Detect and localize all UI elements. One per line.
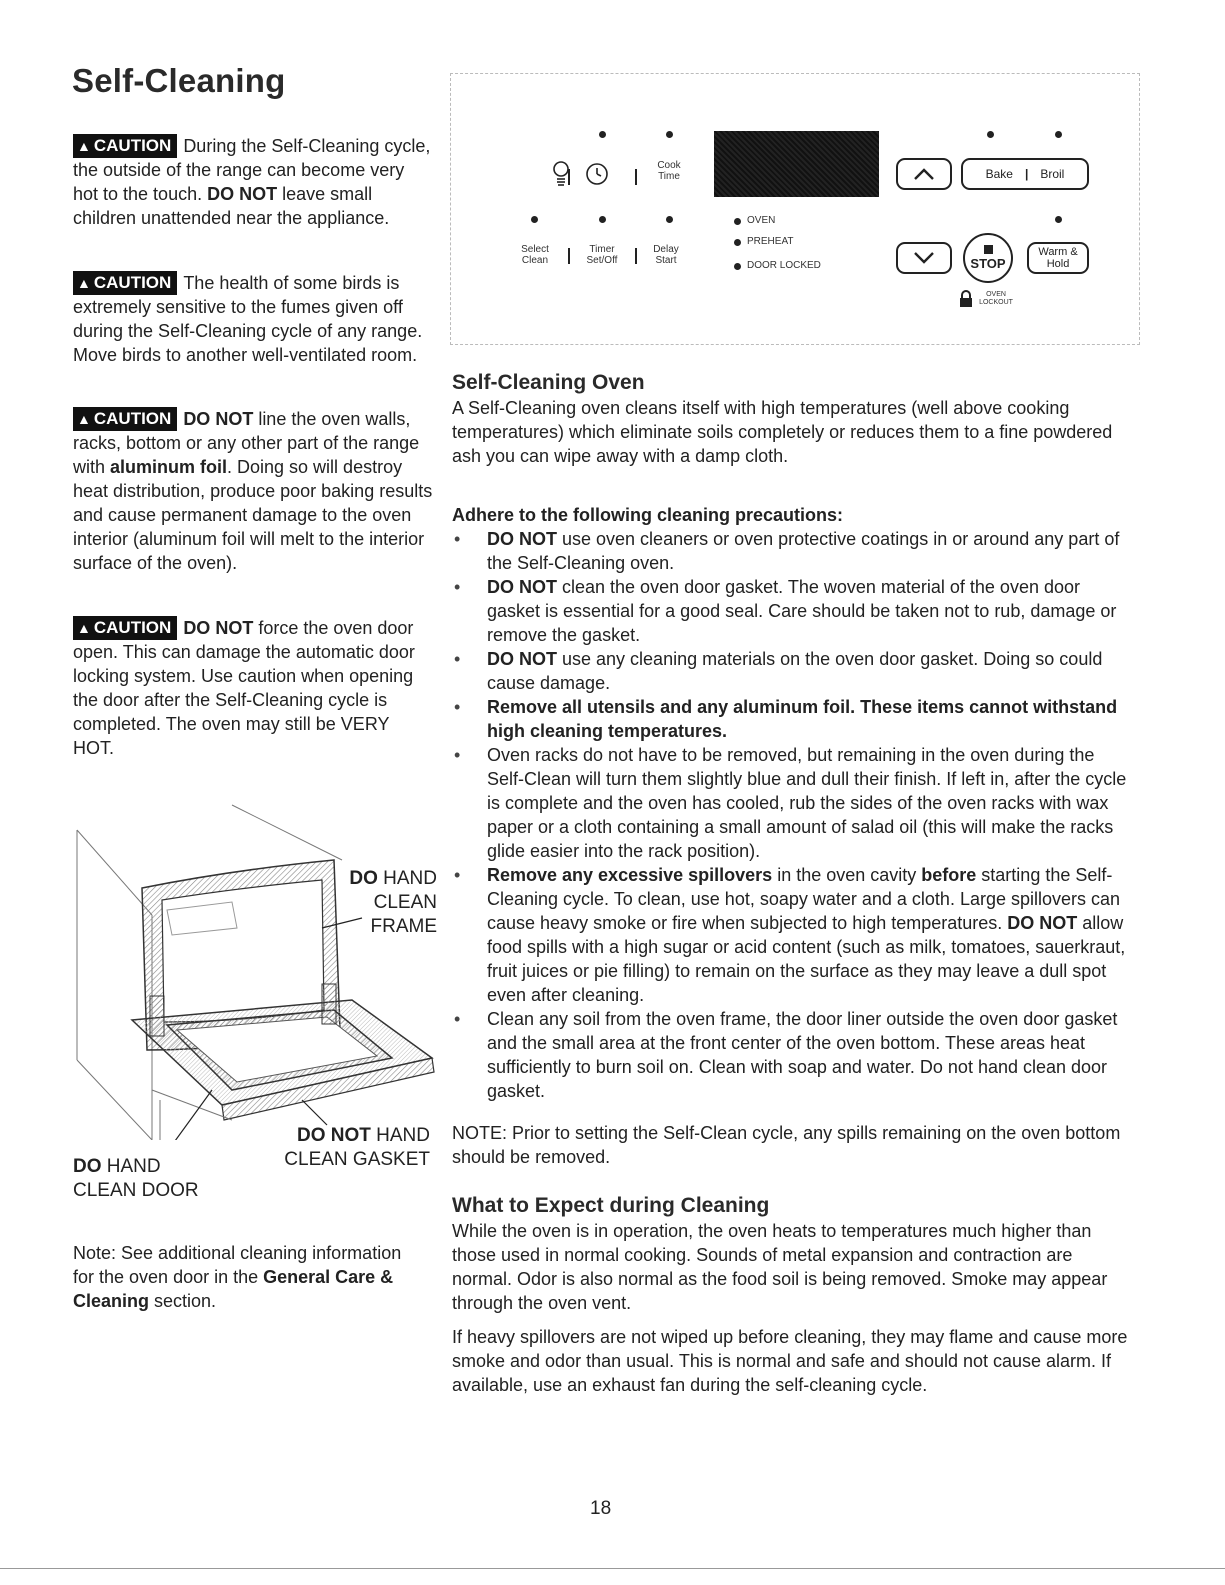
caution-1: ▲ CAUTION During the Self-Cleaning cycle, the outside of the range can become very hot to the touch. DO NOT leave small children unattended near the appliance.: [73, 136, 431, 228]
page-number: 18: [590, 1498, 612, 1519]
delay-start-button[interactable]: Delay Start: [653, 244, 679, 266]
section-heading: Self-Cleaning Oven: [452, 371, 645, 394]
oven-illustration: [72, 800, 442, 1140]
warning-icon: ▲: [77, 138, 91, 154]
select-clean-button[interactable]: Select Clean: [521, 244, 549, 266]
oven-lockout-label: OVEN LOCKOUT: [979, 291, 1013, 306]
warning-icon: ▲: [77, 411, 91, 427]
precautions-section: [452, 503, 1132, 1103]
caution-badge: ▲ CAUTION: [73, 271, 177, 295]
warning-icon: ▲: [77, 620, 91, 636]
warning-icon: ▲: [77, 275, 91, 291]
precautions-heading: Adhere to the following cleaning precautions:: [452, 505, 844, 525]
precautions-list: [452, 527, 1132, 1103]
self-cleaning-oven-section: [452, 370, 1132, 468]
warm-hold-button[interactable]: Warm & Hold: [1027, 242, 1089, 274]
list-item: • DO NOT use oven cleaners or oven protective coatings in or around any part of the Self-Cleaning oven.: [452, 527, 1132, 575]
left-note: Note: See additional cleaning information for the oven door in the General Care & Cleaning section.: [73, 1243, 402, 1311]
frame-label: DO HAND CLEAN FRAME: [349, 868, 437, 937]
caution-badge: ▲ CAUTION: [73, 616, 177, 640]
caution-3: ▲ CAUTION DO NOT line the oven walls, racks, bottom or any other part of the range with aluminum foil. Doing so will destroy heat distribution, produce poor baking results and cause permanent damage to the oven interior (aluminum foil will melt to the interior surface of the oven).: [73, 409, 433, 573]
cook-time-button[interactable]: Cook Time: [657, 160, 681, 182]
list-item: • Oven racks do not have to be removed, but remaining in the oven during the Self-Clean will turn them slightly blue and dull their finish. If left in, after the cycle is complete and the oven has cooled, rub the sides of the oven racks with wax paper or a cloth containing a small amount of salad oil (this will make the racks glide easier into the rack position).: [452, 743, 1132, 863]
clock-icon[interactable]: [585, 162, 609, 186]
spill-note: NOTE: Prior to setting the Self-Clean cycle, any spills remaining on the oven bottom should be removed.: [452, 1123, 1121, 1167]
caution-badge: ▲ CAUTION: [73, 407, 177, 431]
expect-paragraph-2: If heavy spillovers are not wiped up before cleaning, they may flame and cause more smoke and odor than usual. This is normal and safe and should not cause alarm. If available, use an exhaust fan during the self-cleaning cycle.: [452, 1327, 1128, 1395]
list-item: • Remove all utensils and any aluminum foil. These items cannot withstand high cleaning temperatures.: [452, 695, 1132, 743]
timer-button[interactable]: Timer Set/Off: [586, 244, 618, 266]
door-label: DO HAND CLEAN DOOR: [73, 1156, 199, 1201]
expect-paragraph-1: While the oven is in operation, the oven heats to temperatures much higher than those used in normal cooking. Sounds of metal expansion and contraction are normal. Odor is also normal as the food soil is being removed. Smoke may appear through the oven vent.: [452, 1221, 1108, 1313]
list-item: • Remove any excessive spillovers in the oven cavity before starting the Self-Cleaning cycle. To clean, use hot, soapy water and a cloth. Large spillovers can cause heavy smoke or fire when subjected to high temperatures. DO NOT allow food spills with a high sugar or acid content (such as milk, tomatoes, sauerkraut, fruit juices or pie filling) to remain on the surface as they may leave a dull spot even after cleaning.: [452, 863, 1132, 1007]
list-item: • Clean any soil from the oven frame, the door liner outside the oven door gasket and the small area at the front center of the oven bottom. These areas heat sufficiently to burn soil on. Clean with soap and water. Do not hand clean door gasket.: [452, 1007, 1132, 1103]
page-title: Self-Cleaning: [72, 62, 286, 99]
chevron-down-icon: [913, 251, 935, 265]
indicator-preheat: PREHEAT: [747, 236, 794, 247]
down-arrow-button[interactable]: [896, 242, 952, 274]
stop-button[interactable]: STOP: [963, 233, 1013, 283]
up-arrow-button[interactable]: [896, 158, 952, 190]
intro-paragraph: A Self-Cleaning oven cleans itself with high temperatures (well above cooking temperatures) which eliminate soils completely or reduces them to a fine powdered ash you can wipe away with a damp cloth.: [452, 398, 1113, 466]
chevron-up-icon: [913, 167, 935, 181]
indicator-door-locked: DOOR LOCKED: [747, 260, 821, 271]
section-heading: What to Expect during Cleaning: [452, 1194, 770, 1217]
caution-badge: ▲ CAUTION: [73, 134, 177, 158]
oven-display: [714, 131, 879, 197]
gasket-label: DO NOT HAND CLEAN GASKET: [284, 1125, 430, 1170]
what-to-expect-section: [452, 1193, 1132, 1397]
caution-2: ▲ CAUTION The health of some birds is extremely sensitive to the fumes given off during the Self-Cleaning cycle of any range. Move birds to another well-ventilated room.: [73, 273, 423, 365]
indicator-oven: OVEN: [747, 215, 776, 226]
list-item: • DO NOT use any cleaning materials on the oven door gasket. Doing so could cause damage.: [452, 647, 1132, 695]
page-edge-line: [0, 1568, 1225, 1569]
control-panel: [450, 73, 1140, 345]
list-item: • DO NOT clean the oven door gasket. The woven material of the oven door gasket is essential for a good seal. Care should be taken not to rub, damage or remove the gasket.: [452, 575, 1132, 647]
bake-broil-button[interactable]: Bake | Broil: [961, 158, 1089, 190]
lock-icon: [959, 290, 973, 308]
stop-icon: [984, 245, 993, 254]
caution-4: ▲ CAUTION DO NOT force the oven door open. This can damage the automatic door locking system. Use caution when opening the door after the Self-Cleaning cycle is completed. The oven may still be VERY HOT.: [73, 618, 415, 758]
